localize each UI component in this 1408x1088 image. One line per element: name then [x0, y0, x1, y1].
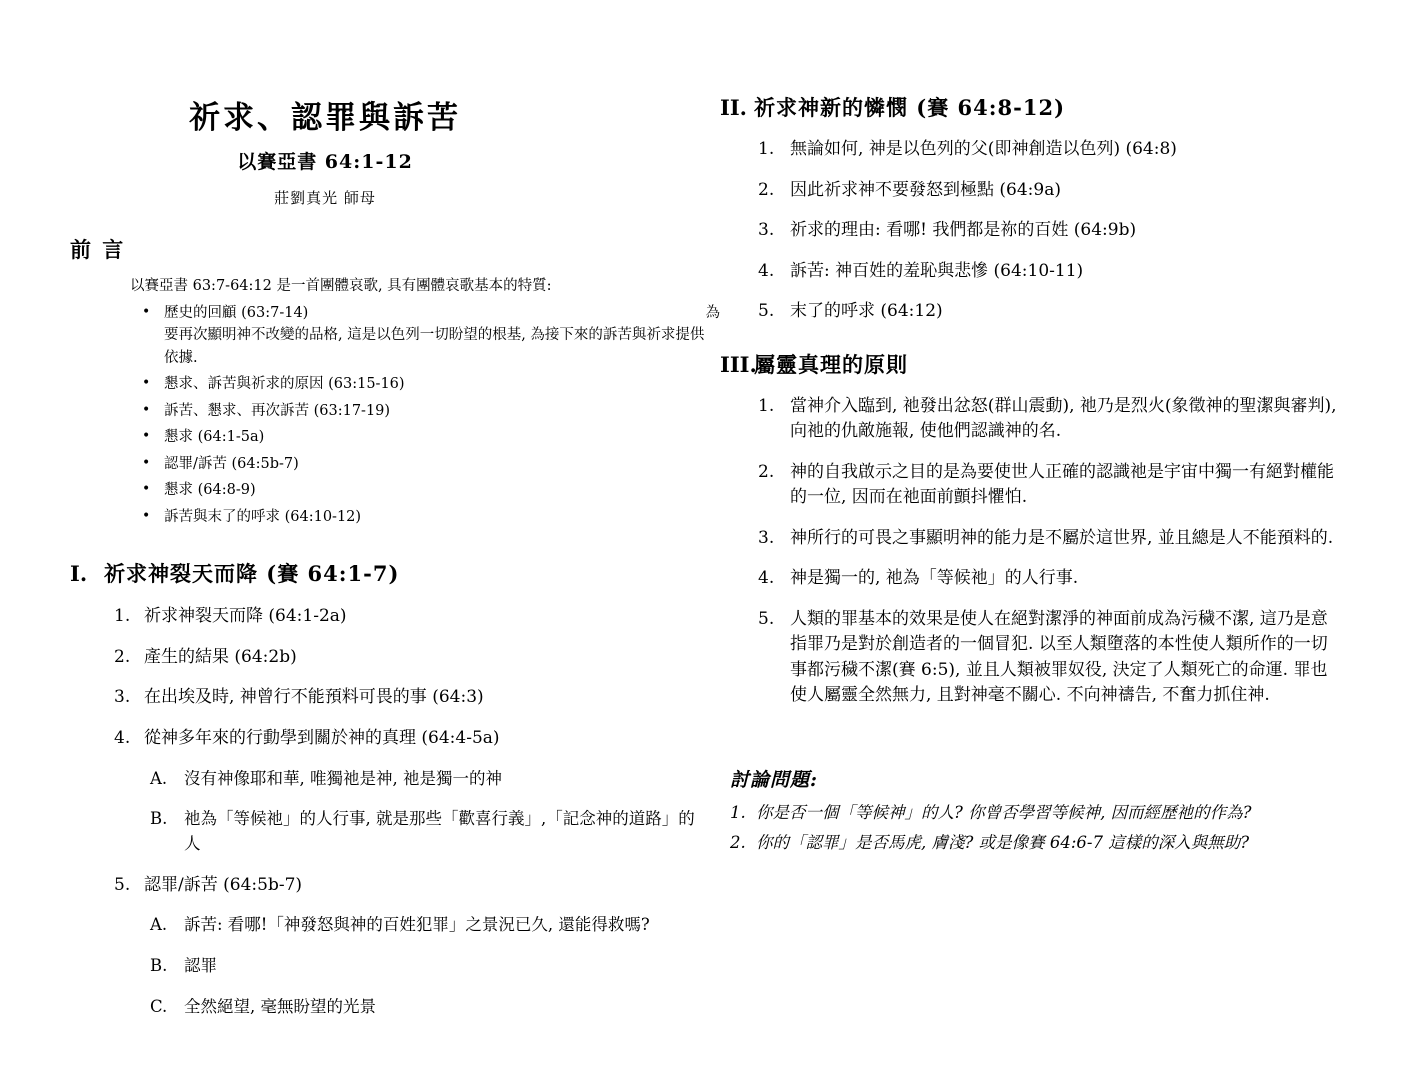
right-column [720, 0, 1340, 856]
list-item [144, 954, 710, 979]
section-numeral: II. [720, 95, 747, 120]
bullet-label: 歷史的回顧 (63:7-14) [164, 304, 309, 321]
sub-item-text: 認罪 [184, 956, 217, 976]
item-text: 從神多年來的行動學到關於神的真理 (64:4-5a) [144, 727, 500, 748]
list-item [720, 830, 1340, 856]
list-item [70, 426, 710, 448]
list-item [70, 302, 720, 369]
list-item [70, 373, 710, 395]
list-item [720, 259, 1340, 285]
preface-bullet-list [70, 302, 720, 528]
list-item [720, 299, 1340, 325]
list-item [70, 604, 710, 629]
item-ordinal: 5. [114, 874, 131, 895]
item-text: 祈求的理由: 看哪! 我們都是祢的百姓 (64:9b) [790, 220, 1137, 240]
list-item [720, 566, 1340, 592]
sub-item-text: 訴苦: 看哪!「神發怒與神的百姓犯罪」之景況已久, 還能得救嗎? [184, 915, 650, 935]
list-item [720, 218, 1340, 244]
discussion-title: 討論問題: [730, 768, 819, 791]
item-ordinal: 2. [758, 179, 775, 200]
question-ordinal: 2. [730, 832, 746, 852]
item-ordinal: 4. [758, 260, 775, 281]
bullet-label: 懇求 (64:1-5a) [164, 429, 265, 446]
item-ordinal: 5. [758, 301, 775, 321]
bullet-note: 要再次顯明神不改變的品格, 這是以色列一切盼望的根基, 為接下來的訴苦與祈求提供依據. [164, 327, 705, 366]
item-ordinal: 2. [114, 646, 131, 667]
bullet-label: 訴苦、懇求、再次訴苦 (63:17-19) [164, 402, 391, 419]
item-text: 神的自我啟示之目的是為要使世人正確的認識祂是宇宙中獨一有絕對權能的一位, 因而在祂面前顫抖懼怕. [790, 461, 1334, 507]
question-text: 你是否一個「等候神」的人? 你曾否學習等候神, 因而經歷祂的作為? [756, 802, 1252, 822]
bullet-label: 懇求、訴苦與祈求的原因 (63:15-16) [164, 376, 405, 393]
item-ordinal: 4. [114, 727, 131, 748]
section-heading-2 [720, 92, 1340, 122]
question-text: 你的「認罪」是否馬虎, 膚淺? 或是像賽 64:6-7 這樣的深入與無助? [756, 832, 1250, 852]
sub-item-ordinal: C. [150, 996, 168, 1016]
list-item [720, 460, 1340, 511]
scripture-reference: 以賽亞書 64:1-12 [237, 151, 413, 173]
item-ordinal: 1. [114, 605, 131, 626]
list-item [70, 873, 710, 1020]
list-item [144, 913, 710, 938]
item-ordinal: 3. [758, 220, 775, 240]
discussion-block [720, 765, 1340, 857]
list-item [70, 506, 710, 528]
item-text: 當神介入臨到, 祂發出忿怒(群山震動), 祂乃是烈火(象徵神的聖潔與審判), 向祂的仇敵施報, 使他們認識神的名. [790, 395, 1337, 441]
list-item [70, 453, 710, 475]
author-line: 莊劉真光 師母 [274, 189, 376, 207]
bullet-label: 認罪/訴苦 (64:5b-7) [164, 455, 299, 472]
section-heading-1 [70, 558, 710, 588]
section-1-list [70, 604, 710, 1020]
list-item [720, 137, 1340, 163]
item-text: 因此祈求神不要發怒到極點 (64:9a) [790, 179, 1061, 200]
page-title: 祈求、認罪與訴苦 [189, 100, 461, 136]
list-item [144, 995, 710, 1020]
list-item [720, 394, 1340, 445]
item-text: 無論如何, 神是以色列的父(即神創造以色列) (64:8) [790, 139, 1177, 159]
list-item [720, 178, 1340, 204]
section-numeral: I. [70, 560, 88, 586]
item-text: 訴苦: 神百姓的羞恥與悲慘 (64:10-11) [790, 260, 1084, 281]
discussion-list [720, 800, 1340, 857]
question-ordinal: 1. [730, 802, 746, 822]
list-item [144, 767, 710, 792]
list-item [70, 726, 710, 857]
item-ordinal: 1. [758, 139, 775, 159]
sub-item-ordinal: B. [150, 956, 168, 976]
list-item [70, 479, 710, 501]
list-item [144, 807, 710, 857]
item-ordinal: 4. [758, 568, 775, 588]
list-item [720, 800, 1340, 826]
item-ordinal: 2. [758, 461, 775, 482]
section-title: 祈求神新的憐憫 (賽 64:8-12) [754, 95, 1066, 120]
list-item [70, 645, 710, 670]
item-text: 神所行的可畏之事顯明神的能力是不屬於這世界, 並且總是人不能預料的. [790, 527, 1334, 548]
sub-item-text: 全然絕望, 毫無盼望的光景 [184, 996, 376, 1016]
item-text: 神是獨一的, 祂為「等候祂」的人行事. [790, 568, 1079, 588]
section-heading-3 [720, 349, 1340, 379]
sub-item-text: 祂為「等候祂」的人行事, 就是那些「歡喜行義」,「記念神的道路」的人 [184, 809, 695, 854]
list-item [70, 685, 710, 710]
item-ordinal: 3. [758, 527, 775, 548]
sub-item-text: 沒有神像耶和華, 唯獨祂是神, 祂是獨一的神 [184, 768, 502, 788]
bullet-label: 懇求 (64:8-9) [164, 482, 256, 499]
sub-list [144, 767, 710, 857]
section-3-list [720, 394, 1340, 709]
preface-intro: 以賽亞書 63:7-64:12 是一首團體哀歌, 具有團體哀歌基本的特質: [130, 278, 552, 294]
sub-item-ordinal: B. [150, 809, 168, 829]
margin-note: 為 [705, 304, 720, 321]
item-text: 產生的結果 (64:2b) [144, 646, 297, 667]
section-title: 祈求神裂天而降 (賽 64:1-7) [104, 560, 400, 586]
item-text: 祈求神裂天而降 (64:1-2a) [144, 605, 347, 626]
section-2-list [720, 137, 1340, 325]
item-ordinal: 5. [758, 608, 775, 629]
item-ordinal: 3. [114, 687, 131, 708]
sub-item-ordinal: A. [150, 915, 168, 935]
item-text: 末了的呼求 (64:12) [790, 301, 943, 321]
bullet-label: 訴苦與末了的呼求 (64:10-12) [164, 508, 362, 525]
section-numeral: III. [720, 351, 757, 377]
list-item [720, 526, 1340, 552]
list-item [70, 400, 710, 422]
item-ordinal: 1. [758, 395, 775, 416]
sub-list [144, 913, 710, 1019]
item-text: 認罪/訴苦 (64:5b-7) [144, 874, 303, 895]
sub-item-ordinal: A. [150, 768, 168, 788]
preface-heading: 前 言 [70, 237, 126, 262]
list-item [720, 607, 1340, 709]
left-column [70, 0, 720, 1020]
item-text: 在出埃及時, 神曾行不能預料可畏的事 (64:3) [144, 687, 484, 708]
item-text: 人類的罪基本的效果是使人在絕對潔淨的神面前成為污穢不潔, 這乃是意指罪乃是對於創造者的一個冒犯. 以至人類墮落的本性使人類所作的一切事都污穢不潔(賽 6:5), 並且人類被罪奴役, 決定了人類死亡的命運. 罪也使人屬靈全然無力, 且對神毫不關心. 不向神禱告, 不奮力抓住神. [790, 608, 1328, 705]
section-title: 屬靈真理的原則 [754, 351, 908, 377]
